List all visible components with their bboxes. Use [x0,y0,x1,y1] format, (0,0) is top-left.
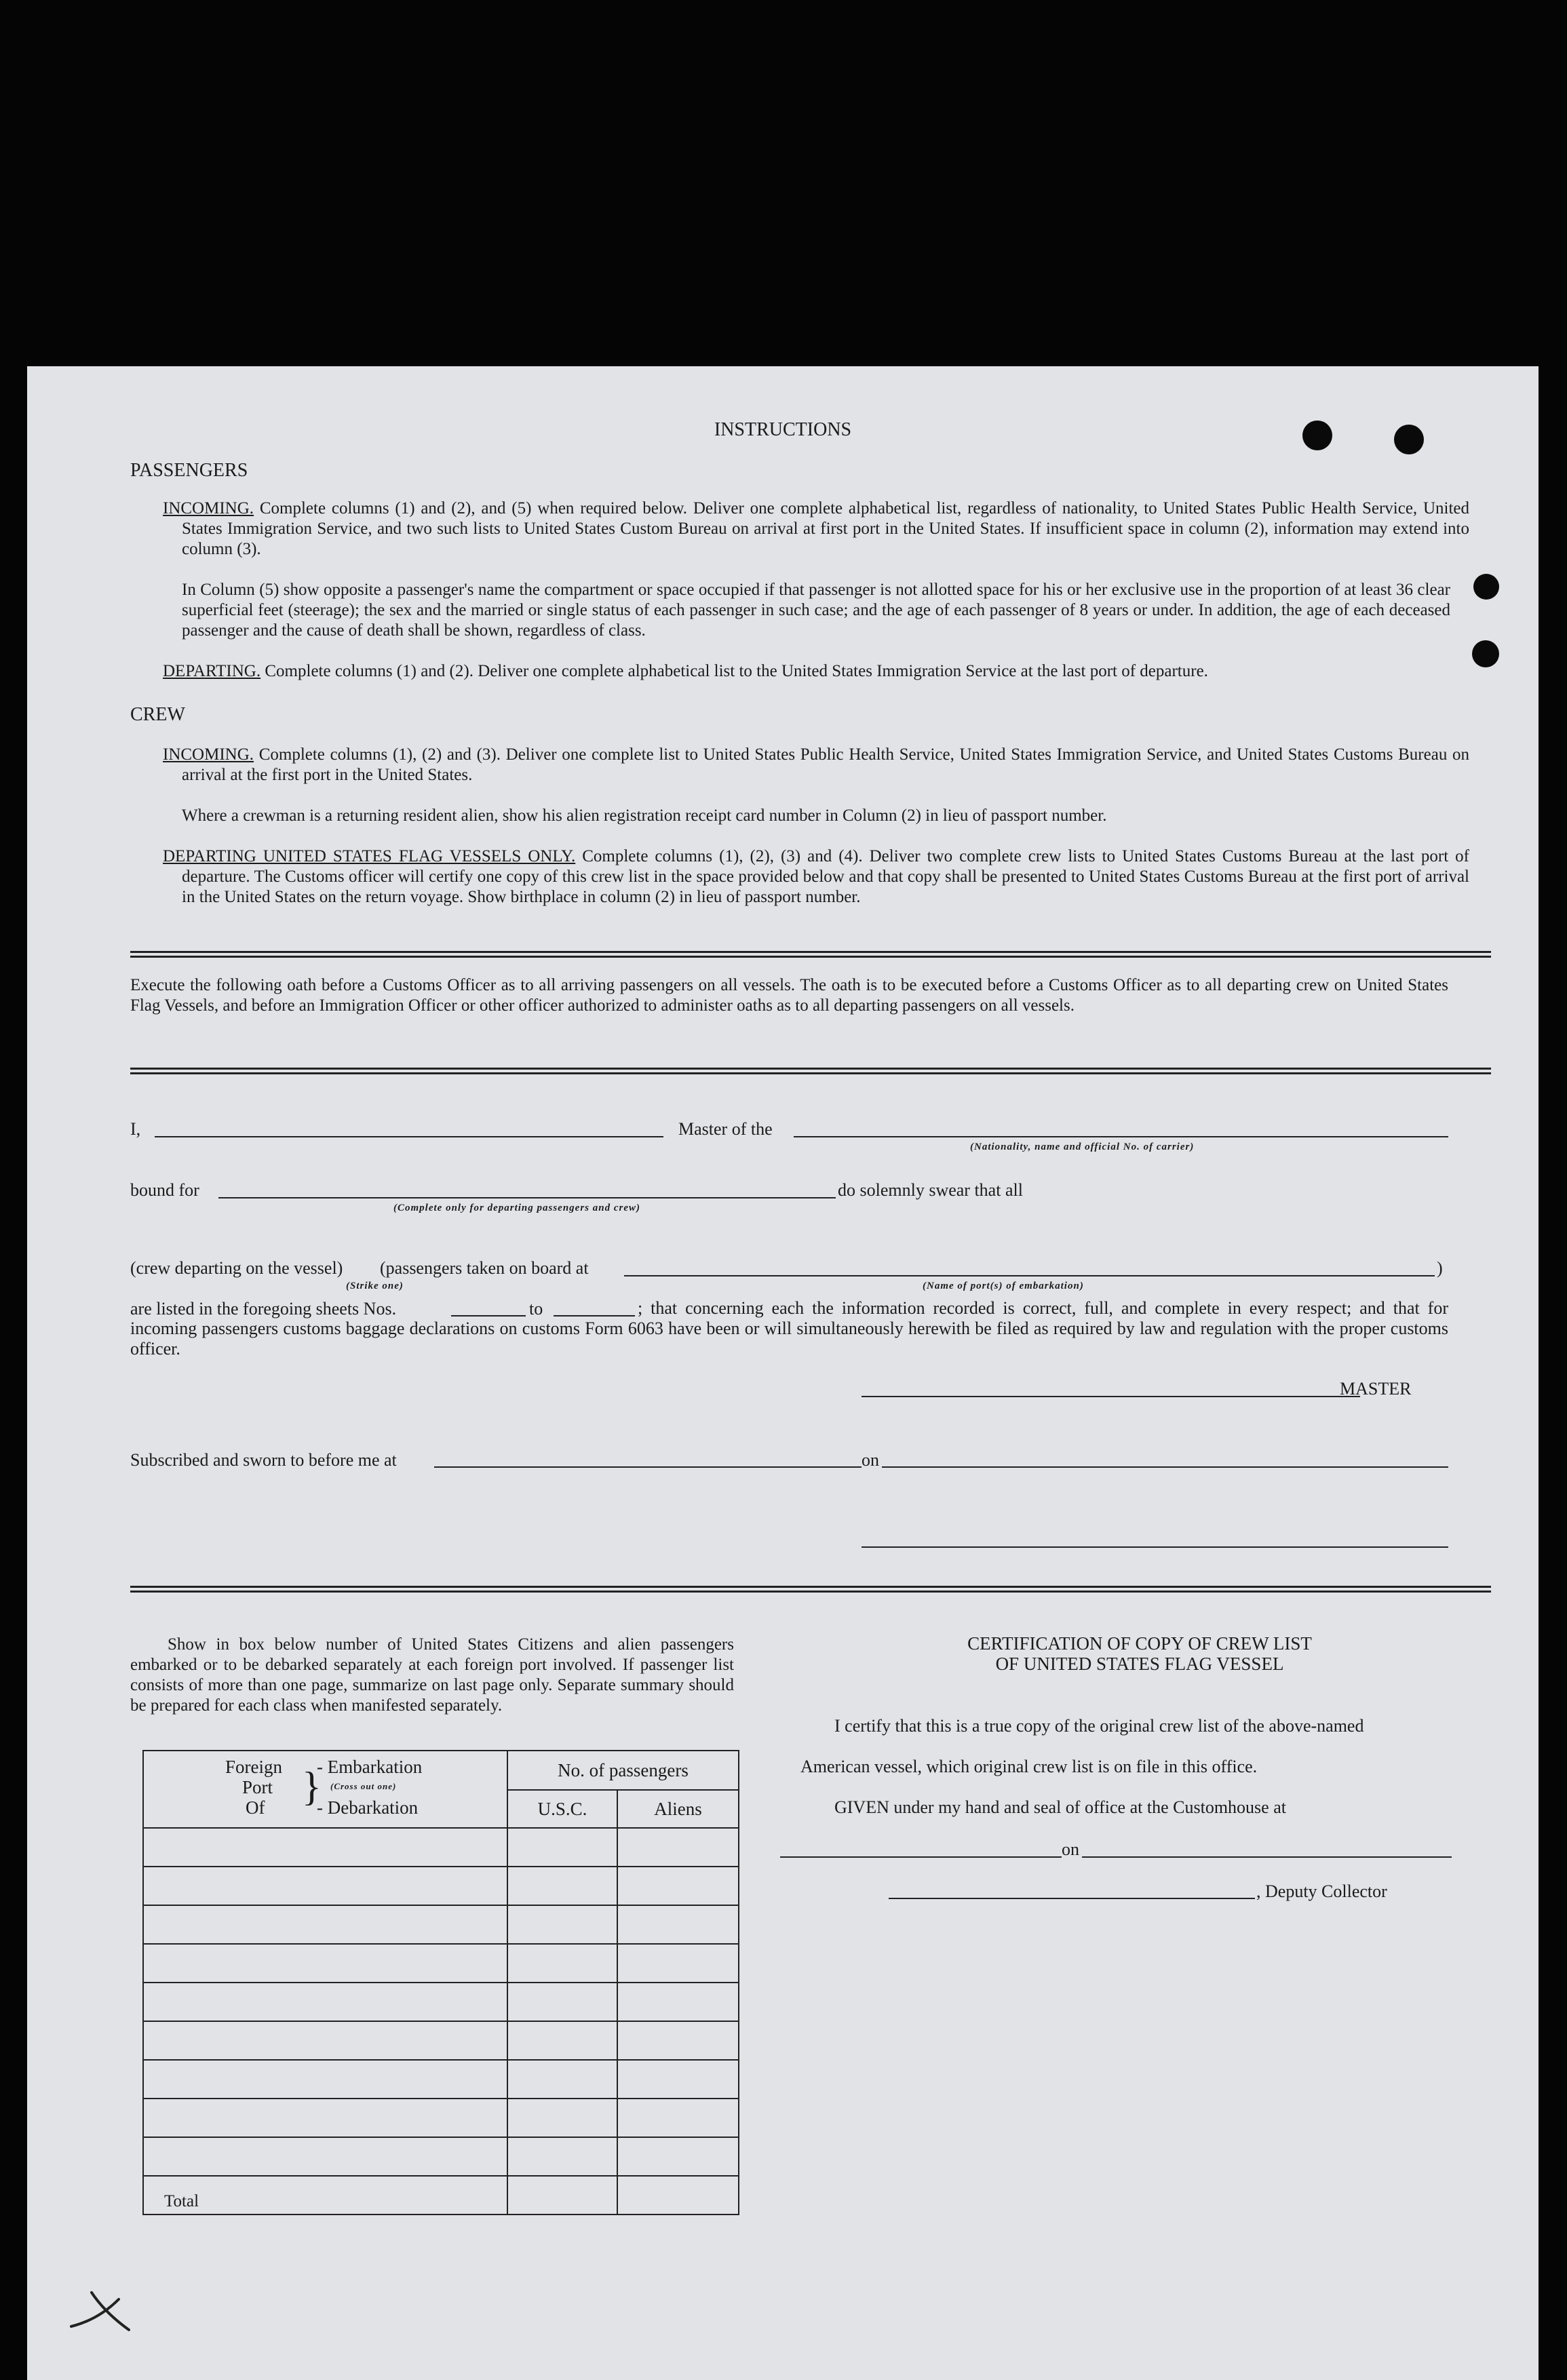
usc-cell[interactable] [507,1828,617,1867]
passengers-departing-label: DEPARTING. [163,662,261,680]
port-label: Port [242,1777,273,1797]
passengers-departing-paragraph [163,661,1452,682]
punch-hole [1473,574,1499,600]
summary-intro: Show in box below number of United States Citizens and alien passengers embarked or to be debarked separately at each foreign port involved. If passenger list consists of more than one page, summarize on last page only. Separate summary should be prepared for each class when manifested separately. [130,1635,734,1715]
subscribed-date-field[interactable] [882,1466,1448,1468]
master-of-the: Master of the [678,1119,773,1139]
on-label: on [862,1450,879,1470]
aliens-total-cell[interactable] [617,2176,739,2215]
double-rule [130,1068,1491,1074]
usc-header: U.S.C. [507,1790,617,1828]
passengers-heading: PASSENGERS [130,460,248,481]
total-row [143,2176,739,2215]
bound-for-label: bound for [130,1180,199,1200]
crew-alien-paragraph: Where a crewman is a returning resident alien, show his alien registration receipt card number in Column (2) in lieu of passport number. [182,806,1107,825]
punch-hole [1472,640,1499,667]
port-cell[interactable] [143,2137,507,2176]
crew-incoming-label: INCOMING. [163,745,254,764]
port-cell[interactable] [143,1944,507,1983]
usc-cell[interactable] [507,2099,617,2137]
bound-for-field[interactable] [218,1197,836,1198]
aliens-cell[interactable] [617,2021,739,2060]
of-label: Of [246,1797,265,1818]
embarkation-label: - Embarkation [317,1757,423,1777]
certification-title-1: CERTIFICATION OF COPY OF CREW LIST [967,1633,1312,1654]
usc-cell[interactable] [507,2021,617,2060]
port-cell[interactable] [143,2060,507,2099]
crew-departing-paragraph [163,846,1469,908]
page-title: INSTRUCTIONS [714,419,852,440]
foreign-port-header [143,1751,507,1828]
aliens-cell[interactable] [617,1828,739,1867]
table-row [143,1828,739,1867]
total-label: Total [143,2176,507,2215]
deputy-signature-field[interactable] [889,1898,1255,1899]
usc-cell[interactable] [507,2060,617,2099]
aliens-cell[interactable] [617,2137,739,2176]
port-cell[interactable] [143,1828,507,1867]
ports-note: (Name of port(s) of embarkation) [923,1281,1084,1291]
table-row [143,1867,739,1905]
oath-i: I, [130,1119,141,1139]
cross-out-note: (Cross out one) [330,1781,397,1791]
strike-note: (Strike one) [346,1281,404,1291]
passengers-taken-option: (passengers taken on board at [380,1258,589,1278]
table-row [143,2021,739,2060]
usc-cell[interactable] [507,1905,617,1944]
master-signature-field[interactable] [862,1396,1360,1397]
handwritten-x-mark [64,2279,146,2340]
cert-date-field[interactable] [1082,1856,1452,1858]
listed-pre: are listed in the foregoing sheets Nos. [130,1299,397,1319]
table-row [143,1944,739,1983]
crew-departing-text: Complete columns (1), (2), (3) and (4). Deliver two complete crew lists to United States Customs Bureau at the last port of departure. The Customs officer will certify one copy of this crew list in the space provided below and that copy shall be presented to United States Customs Bureau at the first port of arrival in the United States on the return voyage. Show birthplace in column (2) in lieu of passport number. [182,847,1469,906]
port-cell[interactable] [143,2099,507,2137]
aliens-cell[interactable] [617,2099,739,2137]
customhouse-field[interactable] [780,1856,1062,1858]
passengers-departing-text: Complete columns (1) and (2). Deliver one complete alphabetical list to the United States Immigration Service at the last port of departure. [265,662,1208,680]
nationality-note: (Nationality, name and official No. of carrier) [970,1142,1195,1152]
aliens-header: Aliens [617,1790,739,1828]
aliens-cell[interactable] [617,1944,739,1983]
complete-note: (Complete only for departing passengers and crew) [393,1203,640,1213]
double-rule [130,951,1491,958]
to-label: to [529,1299,543,1319]
deputy-collector-label: , Deputy Collector [1256,1881,1387,1901]
passenger-summary-table [142,1750,739,2215]
usc-cell[interactable] [507,1867,617,1905]
double-rule [130,1586,1491,1593]
crew-incoming-paragraph [163,745,1469,785]
oath-intro: Execute the following oath before a Customs Officer as to all arriving passengers on all vessels. The oath is to be executed before a Customs Officer as to all departing crew on United States Flag Vessels, and before an Immigration Officer or other officer authorized to administer oaths as to all departing passengers on all vessels. [130,976,1448,1015]
crew-departing-label: DEPARTING UNITED STATES FLAG VESSELS ONLY. [163,847,576,865]
aliens-cell[interactable] [617,2060,739,2099]
certification-title-2: OF UNITED STATES FLAG VESSEL [995,1654,1284,1674]
column5-paragraph: In Column (5) show opposite a passenger's name the compartment or space occupied if that passenger is not allotted space for his or her exclusive use in the proportion of at least 36 clear superficial feet (steerage); the sex and the married or single status of each passenger in such case; and the age of each passenger of 8 years or under. In addition, the age of each deceased passenger and the cause of death shall be shown, regardless of class. [182,581,1450,640]
listed-post: ; that concerning each the information recorded is correct, full, and complete in every respect; and that for incoming passengers customs baggage declarations on customs Form 6063 have been or will simultaneously herewith be filed as required by law and regulation with the proper customs officer. [130,1298,1448,1359]
master-name-field[interactable] [155,1136,663,1137]
usc-cell[interactable] [507,1944,617,1983]
table-row [143,1983,739,2021]
american-vessel-text: American vessel, which original crew list is on file in this office. [800,1757,1258,1776]
table-header-row [143,1751,739,1790]
crew-departing-option: (crew departing on the vessel) [130,1258,343,1278]
port-cell[interactable] [143,1983,507,2021]
foreign-label: Foreign [225,1757,282,1777]
swear-text: do solemnly swear that all [838,1180,1023,1200]
port-cell[interactable] [143,1867,507,1905]
passengers-incoming-label: INCOMING. [163,499,254,518]
cert-on-label: on [1062,1839,1079,1859]
given-text: GIVEN under my hand and seal of office at the Customhouse at [834,1797,1286,1817]
usc-cell[interactable] [507,2137,617,2176]
port-cell[interactable] [143,2021,507,2060]
carrier-field[interactable] [794,1136,1448,1137]
debarkation-label: - Debarkation [317,1797,419,1818]
embarkation-ports-field[interactable] [624,1275,1435,1276]
close-paren: ) [1437,1258,1443,1278]
officer-signature-field[interactable] [862,1546,1448,1548]
table-row [143,2099,739,2137]
aliens-cell[interactable] [617,1867,739,1905]
brace: } [302,1764,322,1809]
table-row [143,2060,739,2099]
passengers-incoming-text: Complete columns (1) and (2), and (5) when required below. Deliver one complete alphabetical list, regardless of nationality, to United States Public Health Service, United States Immigration Service, and two such lists to United States Custom Bureau on arrival at first port in the United States. If insufficient space in column (2), information may extend into column (3). [182,499,1470,558]
passengers-incoming-paragraph [163,499,1469,560]
subscribed-place-field[interactable] [434,1466,862,1468]
aliens-cell[interactable] [617,1905,739,1944]
certify-text: I certify that this is a true copy of the original crew list of the above-named [834,1716,1364,1736]
form-page [27,366,1539,2380]
aliens-cell[interactable] [617,1983,739,2021]
table-row [143,2137,739,2176]
crew-heading: CREW [130,704,185,725]
master-label: MASTER [1340,1379,1412,1399]
usc-total-cell[interactable] [507,2176,617,2215]
crew-incoming-text: Complete columns (1), (2) and (3). Deliver one complete list to United States Public Health Service, United States Immigration Service, and United States Customs Bureau on arrival at the first port in the United States. [182,745,1469,784]
table-row [143,1905,739,1944]
usc-cell[interactable] [507,1983,617,2021]
subscribed-label: Subscribed and sworn to before me at [130,1450,397,1470]
no-passengers-header: No. of passengers [507,1751,739,1790]
port-cell[interactable] [143,1905,507,1944]
